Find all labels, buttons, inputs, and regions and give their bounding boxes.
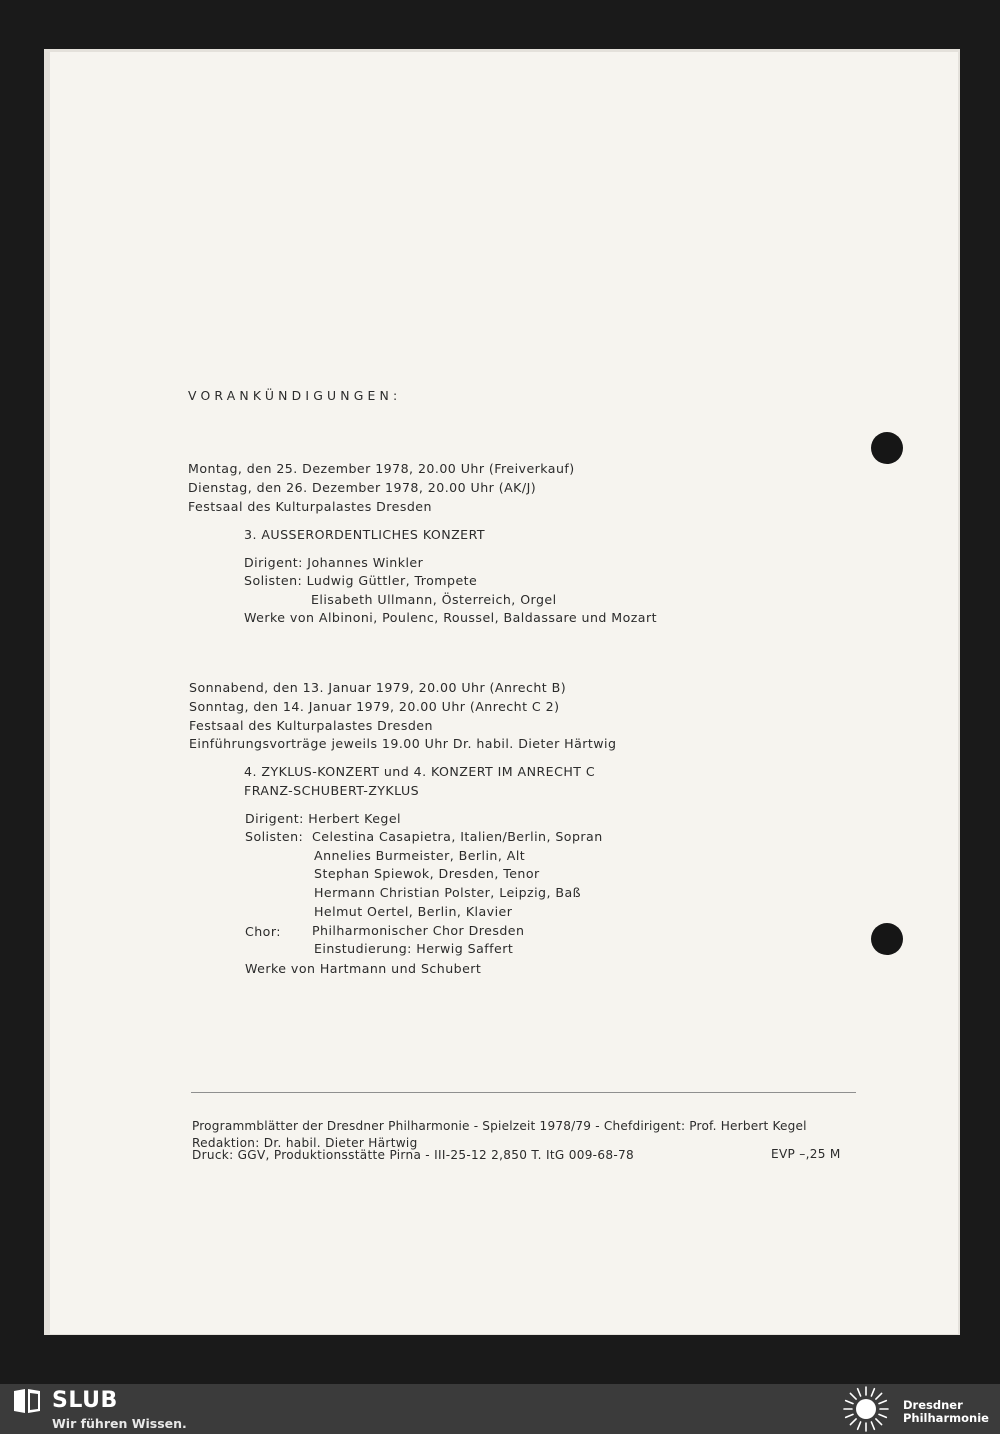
library-name: SLUB: [52, 1388, 118, 1413]
section-heading: VORANKÜNDIGUNGEN:: [188, 388, 402, 403]
library-tagline: Wir führen Wissen.: [52, 1416, 187, 1431]
concert2-title-1: 4. ZYKLUS-KONZERT und 4. KONZERT IM ANRECHT C: [244, 764, 596, 779]
concert2-soloists-label: Solisten:: [245, 829, 304, 844]
colophon-price: EVP –,25 M: [771, 1147, 841, 1161]
concert2-choir: Philharmonischer Chor Dresden: [312, 923, 525, 938]
concert1-works: Werke von Albinoni, Poulenc, Roussel, Baldassare und Mozart: [244, 610, 657, 625]
concert1-title: 3. AUSSERORDENTLICHES KONZERT: [244, 527, 485, 542]
philharmonie-sunburst-icon: [842, 1385, 890, 1433]
colophon-printer: Druck: GGV, Produktionsstätte Pirna - III-25-12 2,850 T. ItG 009-68-78: [192, 1148, 634, 1162]
concert2-soloist-1: Celestina Casapietra, Italien/Berlin, Sopran: [312, 829, 603, 844]
punch-hole-bottom: [871, 923, 903, 955]
concert2-conductor: Dirigent: Herbert Kegel: [245, 811, 402, 826]
punch-hole-top: [871, 432, 903, 464]
concert2-choir-director: Einstudierung: Herwig Saffert: [314, 941, 514, 956]
partner-name-line-1: Dresdner: [903, 1398, 963, 1412]
partner-name-line-2: Philharmonie: [903, 1411, 989, 1425]
concert2-soloist-5: Helmut Oertel, Berlin, Klavier: [314, 904, 513, 919]
concert2-works: Werke von Hartmann und Schubert: [245, 961, 482, 976]
divider-line: [191, 1092, 856, 1093]
concert1-venue: Festsaal des Kulturpalastes Dresden: [188, 499, 432, 514]
concert2-date-1: Sonnabend, den 13. Januar 1979, 20.00 Uhr (Anrecht B): [189, 680, 567, 695]
concert1-date-1: Montag, den 25. Dezember 1978, 20.00 Uhr (Freiverkauf): [188, 461, 575, 476]
concert2-venue: Festsaal des Kulturpalastes Dresden: [189, 718, 433, 733]
concert2-date-2: Sonntag, den 14. Januar 1979, 20.00 Uhr (Anrecht C 2): [189, 699, 560, 714]
concert2-soloist-2: Annelies Burmeister, Berlin, Alt: [314, 848, 526, 863]
concert1-soloist-2: Elisabeth Ullmann, Österreich, Orgel: [311, 592, 557, 607]
concert1-date-2: Dienstag, den 26. Dezember 1978, 20.00 Uhr (AK/J): [188, 480, 537, 495]
concert1-conductor: Dirigent: Johannes Winkler: [244, 555, 424, 570]
concert2-soloist-4: Hermann Christian Polster, Leipzig, Baß: [314, 885, 582, 900]
document-page: [50, 52, 958, 1334]
colophon-editor: Redaktion: Dr. habil. Dieter Härtwig: [192, 1136, 418, 1150]
concert1-soloist-1: Solisten: Ludwig Güttler, Trompete: [244, 573, 478, 588]
colophon-publisher: Programmblätter der Dresdner Philharmonie - Spielzeit 1978/79 - Chefdirigent: Prof. Herbert Kegel: [192, 1119, 807, 1133]
concert2-soloist-3: Stephan Spiewok, Dresden, Tenor: [314, 866, 540, 881]
concert2-title-2: FRANZ-SCHUBERT-ZYKLUS: [244, 783, 420, 798]
concert2-intro-talk: Einführungsvorträge jeweils 19.00 Uhr Dr. habil. Dieter Härtwig: [189, 736, 617, 751]
concert2-choir-label: Chor:: [245, 924, 281, 939]
slub-book-icon: [12, 1387, 42, 1415]
